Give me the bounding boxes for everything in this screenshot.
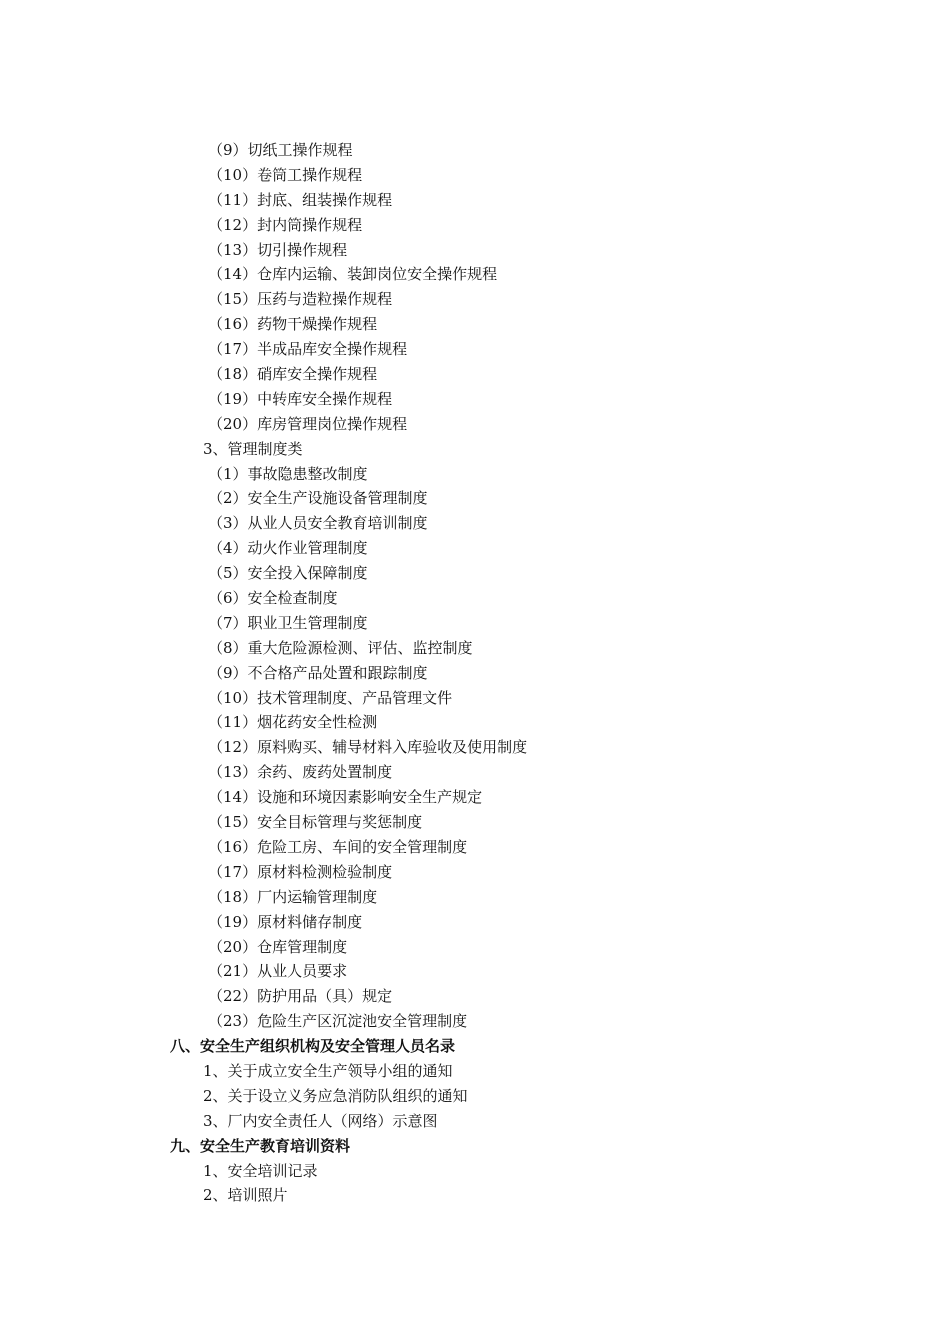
toc-item: （18）厂内运输管理制度: [208, 887, 378, 906]
toc-item: （6）安全检查制度: [208, 589, 338, 608]
toc-item: （1）事故隐患整改制度: [208, 464, 368, 483]
toc-item: （11）封底、组装操作规程: [208, 190, 393, 209]
table-of-contents: [0, 138, 950, 1208]
toc-item: （3）从业人员安全教育培训制度: [208, 514, 428, 533]
toc-chapter-heading: 九、安全生产教育培训资料: [170, 1136, 351, 1155]
toc-item: （11）烟花药安全性检测: [208, 713, 378, 732]
toc-item: 2、培训照片: [203, 1186, 288, 1205]
toc-subsection-heading: 3、管理制度类: [203, 439, 303, 458]
toc-item: （16）危险工房、车间的安全管理制度: [208, 837, 468, 856]
toc-item: （18）硝库安全操作规程: [208, 365, 378, 384]
toc-chapter-heading: 八、安全生产组织机构及安全管理人员名录: [170, 1037, 456, 1056]
toc-item: （2）安全生产设施设备管理制度: [208, 489, 428, 508]
toc-item: 2、关于设立义务应急消防队组织的通知: [203, 1086, 468, 1105]
toc-item: （14）仓库内运输、装卸岗位安全操作规程: [208, 265, 498, 284]
toc-item: （17）原材料检测检验制度: [208, 862, 393, 881]
toc-item: （7）职业卫生管理制度: [208, 613, 368, 632]
toc-item: （8）重大危险源检测、评估、监控制度: [208, 638, 473, 657]
toc-item: （19）原材料储存制度: [208, 912, 363, 931]
toc-item: （5）安全投入保障制度: [208, 564, 368, 583]
toc-item: 1、关于成立安全生产领导小组的通知: [203, 1061, 453, 1080]
toc-item: （19）中转库安全操作规程: [208, 389, 393, 408]
toc-item: （4）动火作业管理制度: [208, 539, 368, 558]
toc-item: 1、安全培训记录: [203, 1161, 318, 1180]
toc-item: （16）药物干燥操作规程: [208, 315, 378, 334]
toc-item: （13）余药、废药处置制度: [208, 763, 393, 782]
toc-item: （20）库房管理岗位操作规程: [208, 414, 408, 433]
toc-item: （14）设施和环境因素影响安全生产规定: [208, 788, 483, 807]
toc-item: （21）从业人员要求: [208, 962, 348, 981]
toc-item: （23）危险生产区沉淀池安全管理制度: [208, 1012, 468, 1031]
toc-item: （15）压药与造粒操作规程: [208, 290, 393, 309]
toc-item: （20）仓库管理制度: [208, 937, 348, 956]
toc-item: （12）封内筒操作规程: [208, 215, 363, 234]
toc-item: 3、厂内安全责任人（网络）示意图: [203, 1111, 438, 1130]
toc-item: （22）防护用品（具）规定: [208, 987, 393, 1006]
toc-item: （10）卷筒工操作规程: [208, 165, 363, 184]
toc-item: （13）切引操作规程: [208, 240, 348, 259]
toc-item: （9）切纸工操作规程: [208, 141, 353, 159]
toc-item: （12）原料购买、辅导材料入库验收及使用制度: [208, 738, 528, 757]
toc-item: （17）半成品库安全操作规程: [208, 340, 408, 359]
toc-item: （10）技术管理制度、产品管理文件: [208, 688, 453, 707]
toc-item: （15）安全目标管理与奖惩制度: [208, 813, 423, 832]
toc-item: （9）不合格产品处置和跟踪制度: [208, 663, 428, 682]
